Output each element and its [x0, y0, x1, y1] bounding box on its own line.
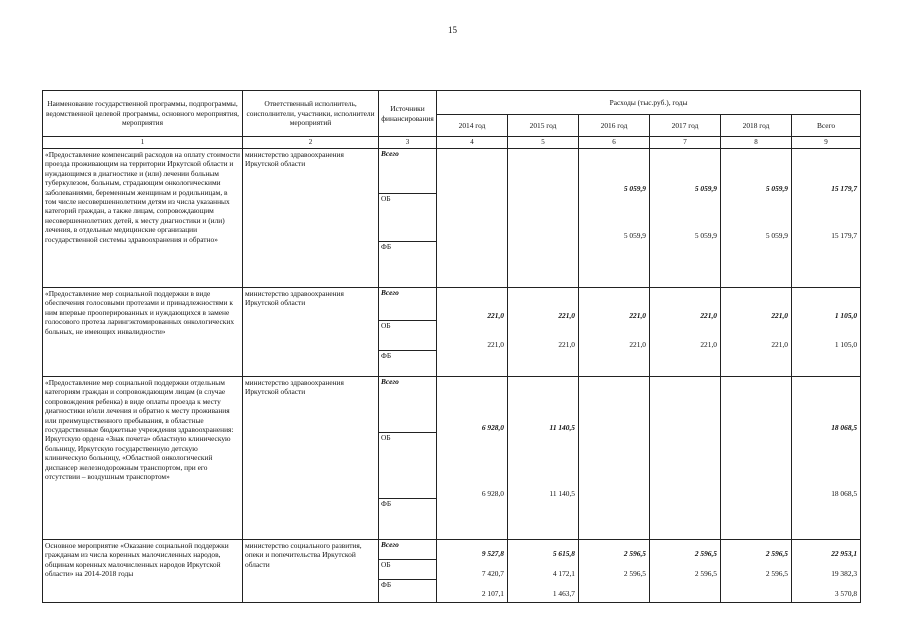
vsego-value: 2 596,5: [623, 549, 646, 558]
page-number: 15: [448, 25, 457, 35]
program-row: [43, 540, 861, 603]
vsego-value: 2 596,5: [765, 549, 788, 558]
year-values-cell: [437, 288, 508, 377]
year-values-cell: [579, 377, 650, 540]
column-number: 5: [508, 137, 579, 149]
vsego-value: 221,0: [700, 311, 717, 320]
header-year: 2015 год: [508, 115, 579, 137]
ob-value: 2 596,5: [623, 569, 646, 578]
header-year: 2017 год: [650, 115, 721, 137]
program-name: «Предоставление мер социальной поддержки в виде обеспечения голосовыми протезами и принадлежностями к ним впервые прооперированных и нуждающихся в замене голосового протеза ларингэктомированных онкологических больных, не имеющих инвалидности»: [43, 288, 243, 377]
year-values-cell: [792, 288, 861, 377]
column-number: 8: [721, 137, 792, 149]
year-values-cell: [650, 377, 721, 540]
vsego-value: 22 953,1: [831, 549, 858, 558]
year-values-cell: [579, 540, 650, 603]
year-values-cell: [437, 540, 508, 603]
year-values-cell: [792, 540, 861, 603]
vsego-value: 221,0: [771, 311, 788, 320]
ob-value: 221,0: [487, 340, 504, 349]
fb-value: 1 463,7: [552, 589, 575, 598]
vsego-value: 5 059,9: [765, 184, 788, 193]
ob-value: 5 059,9: [623, 231, 646, 240]
ob-value: 5 059,9: [694, 231, 717, 240]
year-values-cell: [437, 149, 508, 288]
funding-sources: [379, 377, 437, 540]
ob-value: 18 068,5: [831, 489, 858, 498]
vsego-value: 11 140,5: [549, 423, 575, 432]
vsego-value: 5 059,9: [694, 184, 717, 193]
header-total: Всего: [792, 115, 861, 137]
ob-value: 1 105,0: [834, 340, 858, 349]
vsego-value: 221,0: [487, 311, 504, 320]
program-name: «Предоставление мер социальной поддержки отдельным категориям граждан и сопровождающим лицам (в случае сопровождения ребенка) в виде оплаты проезда к месту диагностики и/или лечения и обратно к месту проживания или преимущественного пребывания, в областные государственные бюджетные учреждения здравоохранения: Иркутскую ордена «Знак почета» областную клиническую больницу, Иркутскую государственную детскую клиническую больницу, «Областной онкологический диспансер железнодорожным транспортом, при его отсутствии – воздушным транспортом»: [43, 377, 243, 540]
program-name: «Предоставление компенсаций расходов на оплату стоимости проезда проживающим на территории Иркутской области и нуждающимся в диагностике и (или) лечении больным туберкулезом, больным, страдающим онкологическими заболеваниями, беременным женщинам и родильницам, в том числе несовершеннолетним детям из числа указанных категорий граждан, а также лицам, сопровождающим несовершеннолетних детей, к месту диагностики и (или) лечения, в отдельные медицинские организации государственной системы здравоохранения и обратно»: [43, 149, 243, 288]
header-year: 2016 год: [579, 115, 650, 137]
column-number: 4: [437, 137, 508, 149]
column-number: 2: [243, 137, 379, 149]
year-values-cell: [721, 377, 792, 540]
column-number: 7: [650, 137, 721, 149]
fb-value: 3 570,8: [834, 589, 858, 598]
funding-source-label: Всего: [379, 540, 436, 560]
ob-value: 7 420,7: [481, 569, 504, 578]
year-values-cell: [508, 149, 579, 288]
ob-value: 2 596,5: [765, 569, 788, 578]
vsego-value: 6 928,0: [481, 423, 504, 432]
year-values-cell: [650, 288, 721, 377]
year-values-cell: [721, 540, 792, 603]
funding-sources: [379, 288, 437, 377]
header-name: Наименование государственной программы, подпрограммы, ведомственной целевой программы, основного мероприятия, мероприятия: [43, 91, 243, 137]
ob-value: 2 596,5: [694, 569, 717, 578]
vsego-value: 5 059,9: [623, 184, 646, 193]
vsego-value: 221,0: [558, 311, 575, 320]
year-values-cell: [508, 288, 579, 377]
funding-source-label: ФБ: [381, 499, 392, 508]
ob-value: 6 928,0: [481, 489, 504, 498]
column-number: 6: [579, 137, 650, 149]
ob-value: 11 140,5: [549, 489, 575, 498]
year-values-cell: [437, 377, 508, 540]
funding-source-label: ФБ: [381, 242, 392, 251]
year-values-cell: [792, 377, 861, 540]
year-values-cell: [721, 288, 792, 377]
ob-value: 15 179,7: [831, 231, 858, 240]
year-values-cell: [650, 149, 721, 288]
vsego-value: 5 615,8: [552, 549, 575, 558]
vsego-value: 1 105,0: [834, 311, 858, 320]
funding-source-label: Всего: [379, 377, 436, 433]
header-expenses: Расходы (тыс.руб.), годы: [437, 91, 861, 115]
funding-source-label: ФБ: [381, 580, 392, 589]
vsego-value: 15 179,7: [831, 184, 858, 193]
ob-value: 5 059,9: [765, 231, 788, 240]
funding-source-label: Всего: [379, 288, 436, 321]
header-source: Источники финансирования: [379, 91, 437, 137]
funding-source-label: Всего: [379, 149, 436, 194]
vsego-value: 2 596,5: [694, 549, 717, 558]
header-year: 2014 год: [437, 115, 508, 137]
year-values-cell: [792, 149, 861, 288]
funding-source-label: ОБ: [379, 194, 436, 242]
vsego-value: 221,0: [629, 311, 646, 320]
program-row: [43, 288, 861, 377]
vsego-value: 9 527,8: [481, 549, 504, 558]
ob-value: 4 172,1: [552, 569, 575, 578]
ob-value: 19 382,3: [831, 569, 858, 578]
funding-source-label: ОБ: [379, 433, 436, 499]
expenses-table: [42, 90, 861, 603]
program-executor: министерство здравоохранения Иркутской области: [243, 149, 379, 288]
column-number: 1: [43, 137, 243, 149]
ob-value: 221,0: [558, 340, 575, 349]
year-values-cell: [721, 149, 792, 288]
funding-source-label: ОБ: [379, 321, 436, 351]
program-row: [43, 377, 861, 540]
funding-sources: [379, 540, 437, 603]
year-values-cell: [508, 377, 579, 540]
program-name: Основное мероприятие «Оказание социальной поддержки гражданам из числа коренных малочисленных народов, общинам коренных малочисленных народов Иркутской области» на 2014-2018 годы: [43, 540, 243, 603]
column-number: 3: [379, 137, 437, 149]
ob-value: 221,0: [771, 340, 788, 349]
year-values-cell: [579, 288, 650, 377]
year-values-cell: [508, 540, 579, 603]
program-executor: министерство здравоохранения Иркутской области: [243, 377, 379, 540]
year-values-cell: [579, 149, 650, 288]
ob-value: 221,0: [629, 340, 646, 349]
funding-source-label: ФБ: [381, 351, 392, 360]
ob-value: 221,0: [700, 340, 717, 349]
funding-sources: [379, 149, 437, 288]
funding-source-label: ОБ: [379, 560, 436, 580]
vsego-value: 18 068,5: [831, 423, 858, 432]
program-executor: министерство социального развития, опеки и попечительства Иркутской области: [243, 540, 379, 603]
column-number: 9: [792, 137, 861, 149]
year-values-cell: [650, 540, 721, 603]
fb-value: 2 107,1: [481, 589, 504, 598]
header-executor: Ответственный исполнитель, соисполнители, участники, исполнители мероприятий: [243, 91, 379, 137]
program-executor: министерство здравоохранения Иркутской области: [243, 288, 379, 377]
program-row: [43, 149, 861, 288]
header-year: 2018 год: [721, 115, 792, 137]
